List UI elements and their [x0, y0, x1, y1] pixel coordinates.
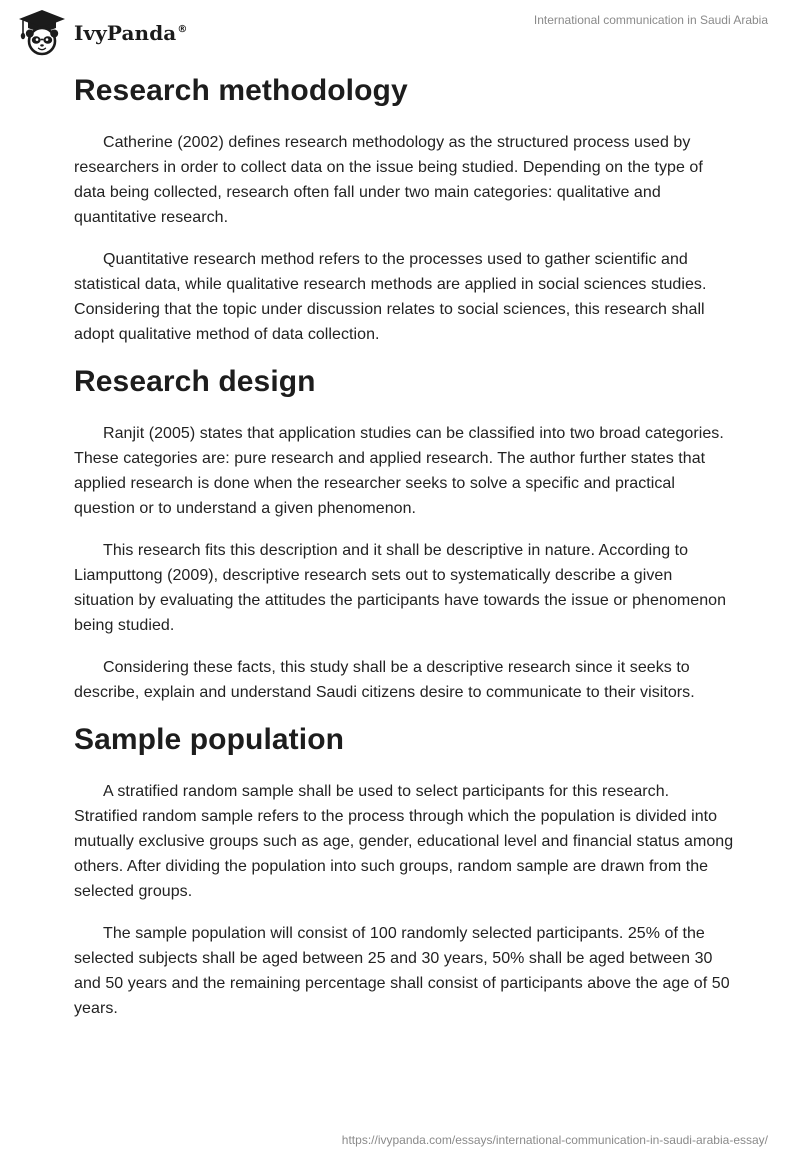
paragraph: This research fits this description and it shall be descriptive in nature. According to Liamputtong (2009), descriptive research sets out to systematically describe a given situation by evaluating the attitudes the participants have towards the issue or phenomenon being studied. — [74, 542, 727, 634]
paragraph: Ranjit (2005) states that application studies can be classified into two broad categories. These categories are: pure research and applied research. The author further states that applied research is done when the researcher seeks to solve a specific and practical question or to understand a given phenomenon. — [74, 425, 724, 517]
panda-graduate-icon — [14, 8, 70, 56]
registered-mark: ® — [177, 24, 188, 35]
paragraph: Catherine (2002) defines research methodology as the structured process used by researchers in order to collect data on the issue being studied. Depending on the type of data being collected, research often fall under two main categories: qualitative and quantitative research. — [74, 134, 703, 226]
section-heading: Research design — [74, 365, 316, 398]
brand-name: IvyPanda® — [74, 21, 188, 45]
page-header — [0, 0, 800, 60]
paragraph: Quantitative research method refers to the processes used to gather scientific and statistical data, while qualitative research methods are applied in social sciences studies. Considering that the topic under discussion relates to social sciences, this research shall adopt qualitative method of data collection. — [74, 251, 707, 343]
source-url[interactable]: https://ivypanda.com/essays/international-communication-in-saudi-arabia-essay/ — [341, 1133, 768, 1147]
section-heading: Sample population — [74, 723, 345, 756]
document-title: International communication in Saudi Arabia — [533, 13, 768, 27]
essay-content — [74, 68, 734, 1021]
section-heading: Research methodology — [74, 74, 408, 107]
paragraph: Considering these facts, this study shall be a descriptive research since it seeks to describe, explain and understand Saudi citizens desire to communicate to their visitors. — [74, 659, 695, 701]
ivypanda-logo[interactable] — [14, 8, 187, 56]
paragraph: A stratified random sample shall be used to select participants for this research. Stratified random sample refers to the process through which the population is divided into mutually exclusive groups such as age, gender, educational level and financial status among others. After dividing the population into such groups, random sample are drawn from the selected groups. — [74, 783, 734, 900]
paragraph: The sample population will consist of 100 randomly selected participants. 25% of the selected subjects shall be aged between 25 and 30 years, 50% shall be aged between 30 and 50 years and the remaining percentage shall consist of participants above the age of 50 years. — [74, 925, 730, 1017]
